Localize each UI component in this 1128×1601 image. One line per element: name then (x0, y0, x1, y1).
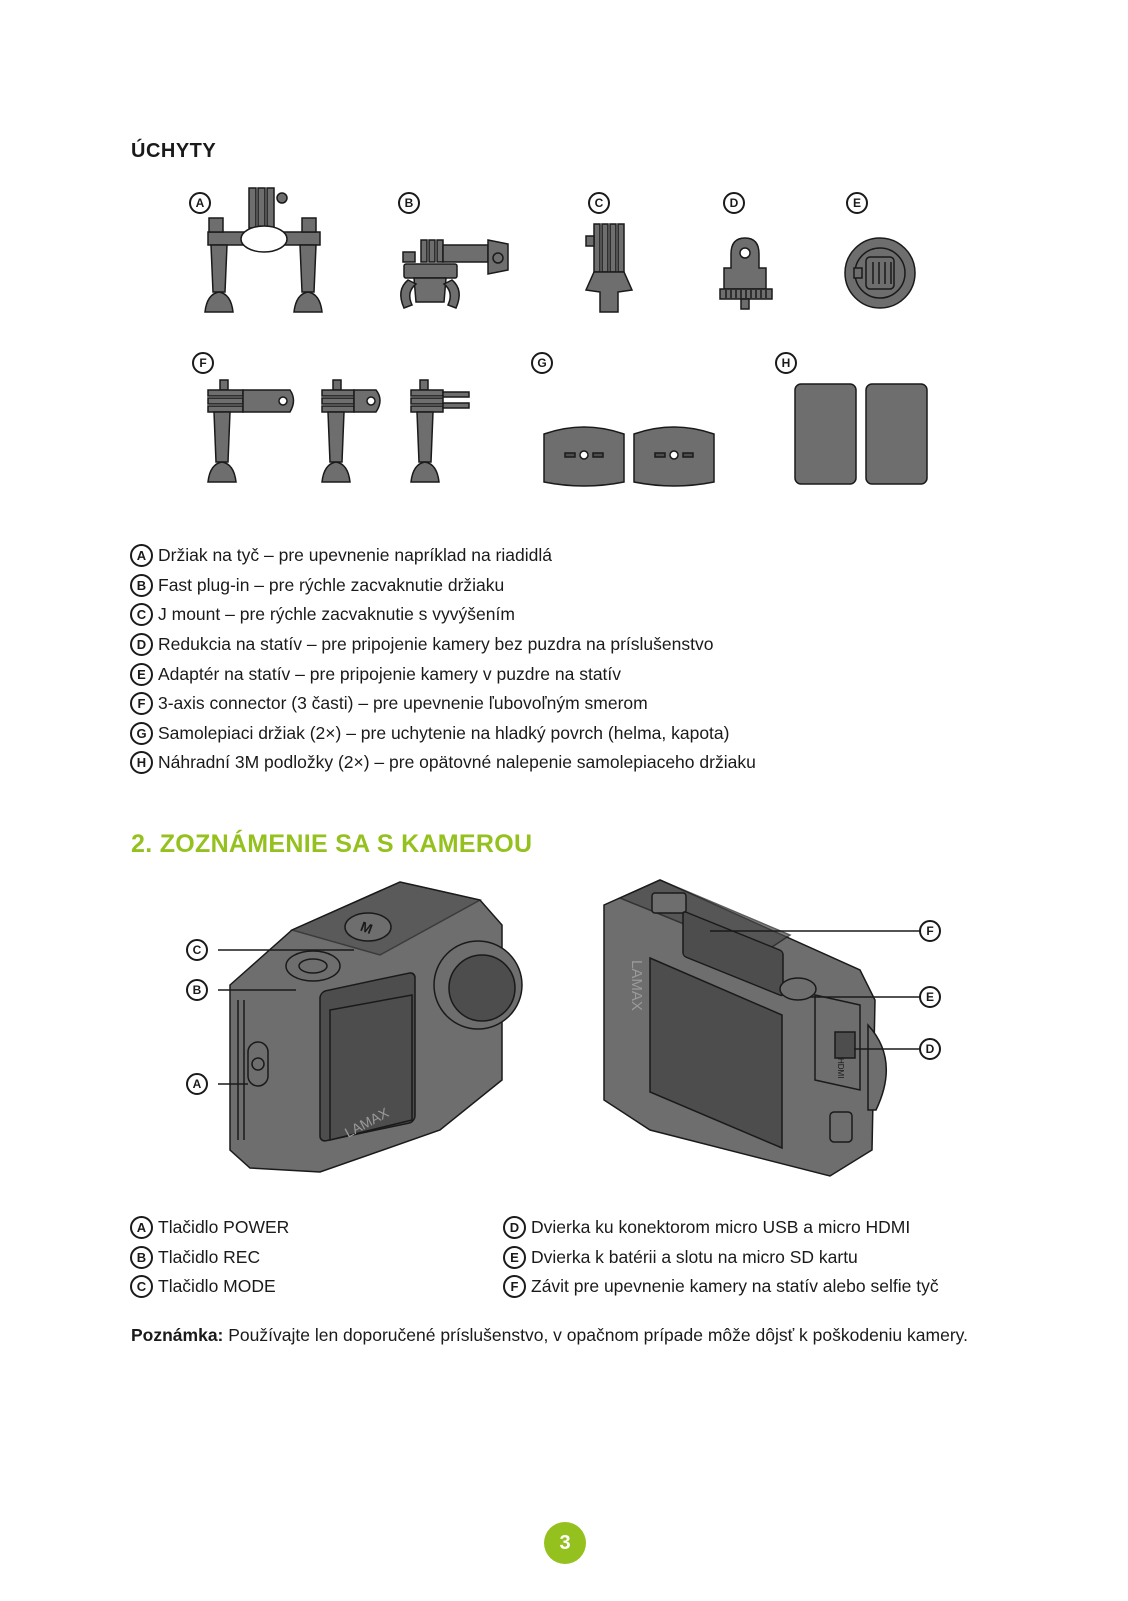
camera-front-figure (230, 882, 522, 1172)
camera-back-figure (604, 880, 886, 1176)
list-text: J mount – pre rýchle zacvaknutie s vyvýšením (158, 604, 515, 625)
note-label: Poznámka: (131, 1325, 224, 1345)
list-item (130, 630, 756, 660)
accessories-illustration (0, 180, 1128, 500)
list-letter: C (130, 603, 153, 626)
list-letter: D (503, 1216, 526, 1239)
list-item (130, 748, 756, 778)
callout-a: A (186, 1073, 208, 1095)
list-text: Adaptér na statív – pre pripojenie kamery v puzdre na statív (158, 663, 622, 684)
label-b: B (398, 192, 420, 214)
label-f: F (192, 352, 214, 374)
section-heading: 2. ZOZNÁMENIE SA S KAMEROU (131, 830, 533, 858)
mode-button-mark: M (358, 918, 375, 938)
list-letter: E (503, 1246, 526, 1269)
list-letter: A (130, 1216, 153, 1239)
label-g: G (531, 352, 553, 374)
list-item (130, 1213, 289, 1243)
list-item (130, 571, 756, 601)
label-c: C (588, 192, 610, 214)
list-letter: F (503, 1275, 526, 1298)
list-item (130, 1272, 289, 1302)
camera-parts-left (130, 1213, 289, 1302)
adhesive-mount-figure (544, 427, 714, 486)
callout-e: E (919, 986, 941, 1008)
list-letter: F (130, 692, 153, 715)
list-letter: A (130, 544, 153, 567)
list-text: Redukcia na statív – pre pripojenie kamery bez puzdra na príslušenstvo (158, 634, 714, 655)
list-item (130, 541, 756, 571)
list-letter: B (130, 574, 153, 597)
spare-pads-figure (795, 384, 927, 484)
list-letter: B (130, 1246, 153, 1269)
list-item (503, 1272, 939, 1302)
list-text: Závit pre upevnenie kamery na statív alebo selfie tyč (531, 1276, 939, 1297)
list-item (130, 600, 756, 630)
tripod-adapter-figure (845, 238, 915, 308)
list-text: Tlačidlo MODE (158, 1276, 276, 1297)
camera-illustration (0, 870, 1128, 1190)
page-number: 3 (544, 1522, 586, 1564)
list-text: Tlačidlo POWER (158, 1217, 290, 1238)
list-item (503, 1243, 939, 1273)
hdmi-port-label: HDMI (836, 1058, 845, 1079)
list-letter: G (130, 722, 153, 745)
j-mount-figure (586, 224, 632, 312)
bar-mount-figure (205, 188, 322, 312)
tripod-reduction-figure (720, 238, 772, 309)
label-h: H (775, 352, 797, 374)
list-item (130, 1243, 289, 1273)
list-letter: D (130, 633, 153, 656)
note-text: Používajte len doporučené príslušenstvo, v opačnom prípade môže dôjsť k poškodeniu kamery. (223, 1325, 968, 1345)
camera-parts-right (503, 1213, 939, 1302)
list-item (130, 719, 756, 749)
list-text: Samolepiaci držiak (2×) – pre uchytenie na hladký povrch (helma, kapota) (158, 722, 730, 743)
three-axis-connector-figure (208, 380, 469, 482)
list-text: 3-axis connector (3 časti) – pre upevnenie ľubovoľným smerom (158, 693, 648, 714)
label-a: A (189, 192, 211, 214)
callout-c: C (186, 939, 208, 961)
list-letter: H (130, 751, 153, 774)
list-item (130, 659, 756, 689)
mounts-heading: ÚCHYTY (131, 140, 217, 162)
label-d: D (723, 192, 745, 214)
list-letter: C (130, 1275, 153, 1298)
callout-d: D (919, 1038, 941, 1060)
fast-plug-figure (401, 240, 508, 308)
label-e: E (846, 192, 868, 214)
list-text: Dvierka ku konektorom micro USB a micro HDMI (531, 1217, 911, 1238)
note-paragraph (131, 1325, 968, 1346)
list-letter: E (130, 663, 153, 686)
mounts-list (130, 541, 756, 778)
list-text: Fast plug-in – pre rýchle zacvaknutie držiaku (158, 574, 505, 595)
list-text: Tlačidlo REC (158, 1246, 261, 1267)
callout-b: B (186, 979, 208, 1001)
list-item (503, 1213, 939, 1243)
list-item (130, 689, 756, 719)
list-text: Náhradní 3M podložky (2×) – pre opätovné nalepenie samolepiaceho držiaku (158, 752, 756, 773)
camera-brand-back: LAMAX (628, 960, 645, 1011)
list-text: Držiak na tyč – pre upevnenie napríklad na riadidlá (158, 545, 552, 566)
camera-brand-front: LAMAX (341, 1104, 392, 1141)
callout-f: F (919, 920, 941, 942)
list-text: Dvierka k batérii a slotu na micro SD kartu (531, 1246, 858, 1267)
